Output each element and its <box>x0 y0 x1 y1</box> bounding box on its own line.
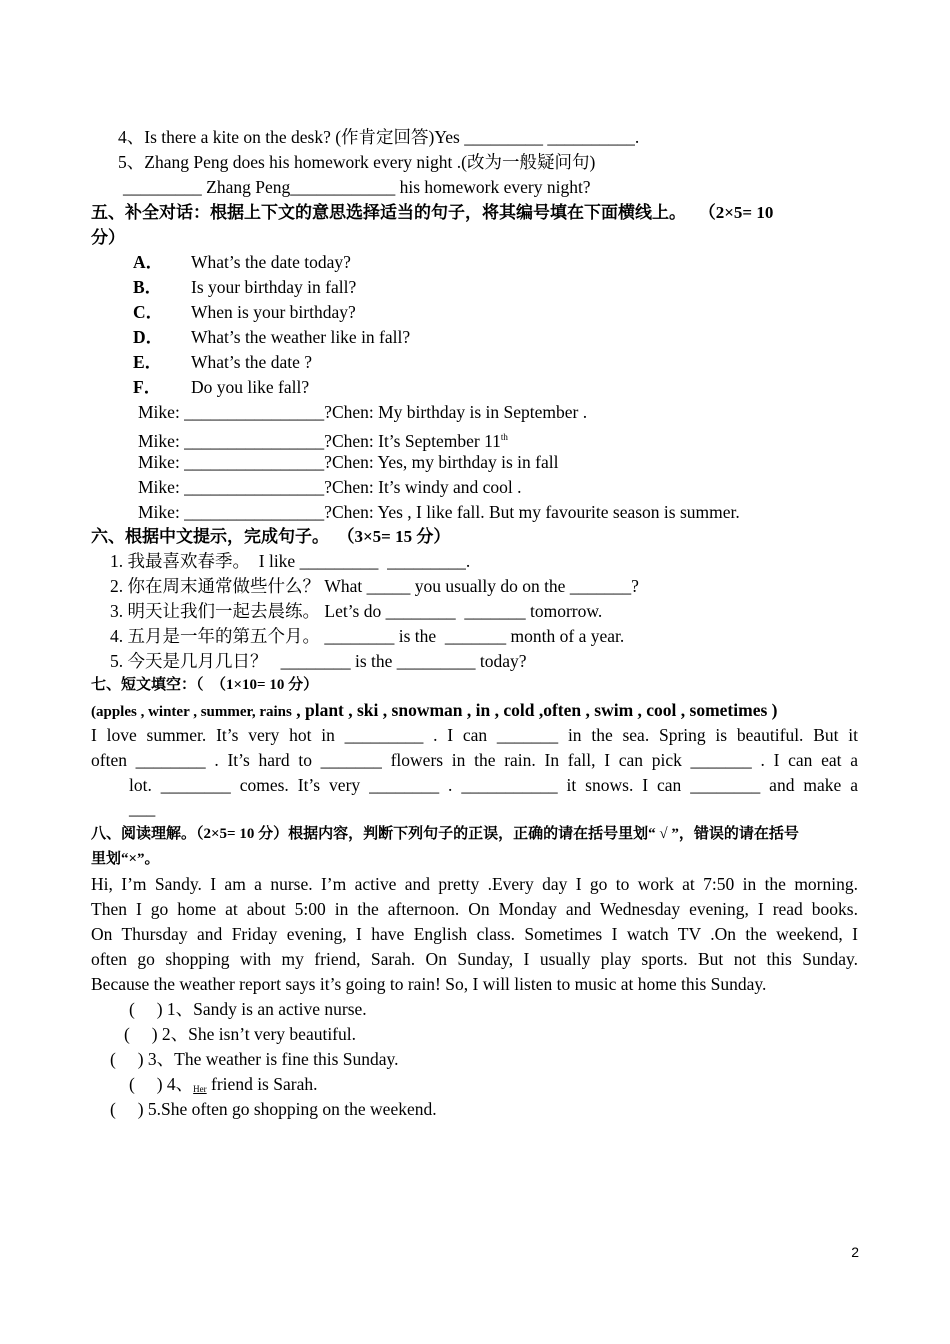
judge-item-3: ( ) 3、The weather is fine this Sunday. <box>110 1049 399 1069</box>
option-b-letter: B． <box>133 277 163 297</box>
section-7-passage-line-4: ___ <box>129 798 156 818</box>
passage-line-3: On Thursday and Friday evening, I have English class. Sometimes I watch TV .On the weekend, I <box>91 924 858 944</box>
page-number: 2 <box>851 1244 859 1260</box>
option-d-letter: D． <box>133 327 164 347</box>
section-6-item-1: 1. 我最喜欢春季。 I like _________ _________. <box>110 551 471 571</box>
section-7-passage-line-3: lot. ________ comes. It’s very ________ . ___________ it snows. I can ________ and make a <box>129 775 858 795</box>
dialog-line-1: Mike: ________________?Chen: My birthday is in September . <box>138 402 588 422</box>
dialog-line-5: Mike: ________________?Chen: Yes , I like fall. But my favourite season is summer. <box>138 502 740 522</box>
section-6-item-2: 2. 你在周末通常做些什么？ What _____ you usually do on the _______? <box>110 576 639 596</box>
judge-item-5: ( ) 5.She often go shopping on the weekend. <box>110 1099 437 1119</box>
option-f-text: Do you like fall? <box>191 377 310 397</box>
question-4: 4、Is there a kite on the desk? (作肯定回答)Yes _________ __________. <box>118 127 640 147</box>
option-b-text: Is your birthday in fall? <box>191 277 357 297</box>
question-5: 5、Zhang Peng does his homework every night .(改为一般疑问句) <box>118 152 596 172</box>
option-a-text: What’s the date today? <box>191 252 351 272</box>
passage-line-2: Then I go home at about 5:00 in the afternoon. On Monday and Wednesday evening, I read books. <box>91 899 858 919</box>
section-7-title: 七、短文填空：（ （1×10= 10 分） <box>91 677 319 693</box>
section-6-item-3: 3. 明天让我们一起去晨练。 Let’s do ________ _______ tomorrow. <box>110 601 603 621</box>
dialog-line-3: Mike: ________________?Chen: Yes, my birthday is in fall <box>138 452 559 472</box>
judge-item-4: ( ) 4、Her friend is Sarah. <box>129 1074 318 1094</box>
section-7-word-bank: (apples , winter , summer, rains , plant , ski , snowman , in , cold ,often , swim , cool , sometimes ) <box>91 700 778 720</box>
passage-line-1: Hi, I’m Sandy. I am a nurse. I’m active and pretty .Every day I go to work at 7:50 in the morning. <box>91 874 858 894</box>
section-5-title: 五、补全对话：根据上下文的意思选择适当的句子，将其编号填在下面横线上。 （2×5= 10 <box>91 203 774 222</box>
dialog-line-2: Mike: ________________?Chen: It’s September 11th <box>138 430 508 451</box>
section-7-passage-line-2: often ________ . It’s hard to _______ flowers in the rain. In fall, I can pick _______ . I can eat a <box>91 750 858 770</box>
option-d-text: What’s the weather like in fall? <box>191 327 411 347</box>
judge-item-1: ( ) 1、Sandy is an active nurse. <box>129 999 367 1019</box>
passage-line-4: often go shopping with my friend, Sarah. On Sunday, I usually play sports. But not this Sunday. <box>91 949 858 969</box>
section-8-title-cont: 里划“×”。 <box>91 851 160 867</box>
section-8-title: 八、阅读理解。（2×5= 10 分）根据内容，判断下列句子的正误，正确的请在括号里划“ √ ”，错误的请在括号 <box>91 826 799 842</box>
section-7-passage-line-1: I love summer. It’s very hot in _________ . I can _______ in the sea. Spring is beautiful. But it <box>91 725 858 745</box>
option-c-text: When is your birthday? <box>191 302 356 322</box>
passage-line-5: Because the weather report says it’s going to rain! So, I will listen to music at home this Sunday. <box>91 974 767 994</box>
option-e-text: What’s the date ? <box>191 352 312 372</box>
option-f-letter: F． <box>133 377 162 397</box>
question-5-answer-line: _________ Zhang Peng____________ his homework every night? <box>123 177 591 197</box>
dialog-line-4: Mike: ________________?Chen: It’s windy and cool . <box>138 477 522 497</box>
option-c-letter: C． <box>133 302 164 322</box>
section-5-title-cont: 分） <box>91 228 125 247</box>
option-a-letter: A． <box>133 252 164 272</box>
judge-item-2: ( ) 2、She isn’t very beautiful. <box>124 1024 356 1044</box>
option-e-letter: E． <box>133 352 163 372</box>
section-6-item-4: 4. 五月是一年的第五个月。 ________ is the _______ month of a year. <box>110 626 625 646</box>
section-6-item-5: 5. 今天是几月几日？ ________ is the _________ today? <box>110 651 527 671</box>
section-6-title: 六、根据中文提示，完成句子。 （3×5= 15 分） <box>91 527 451 546</box>
